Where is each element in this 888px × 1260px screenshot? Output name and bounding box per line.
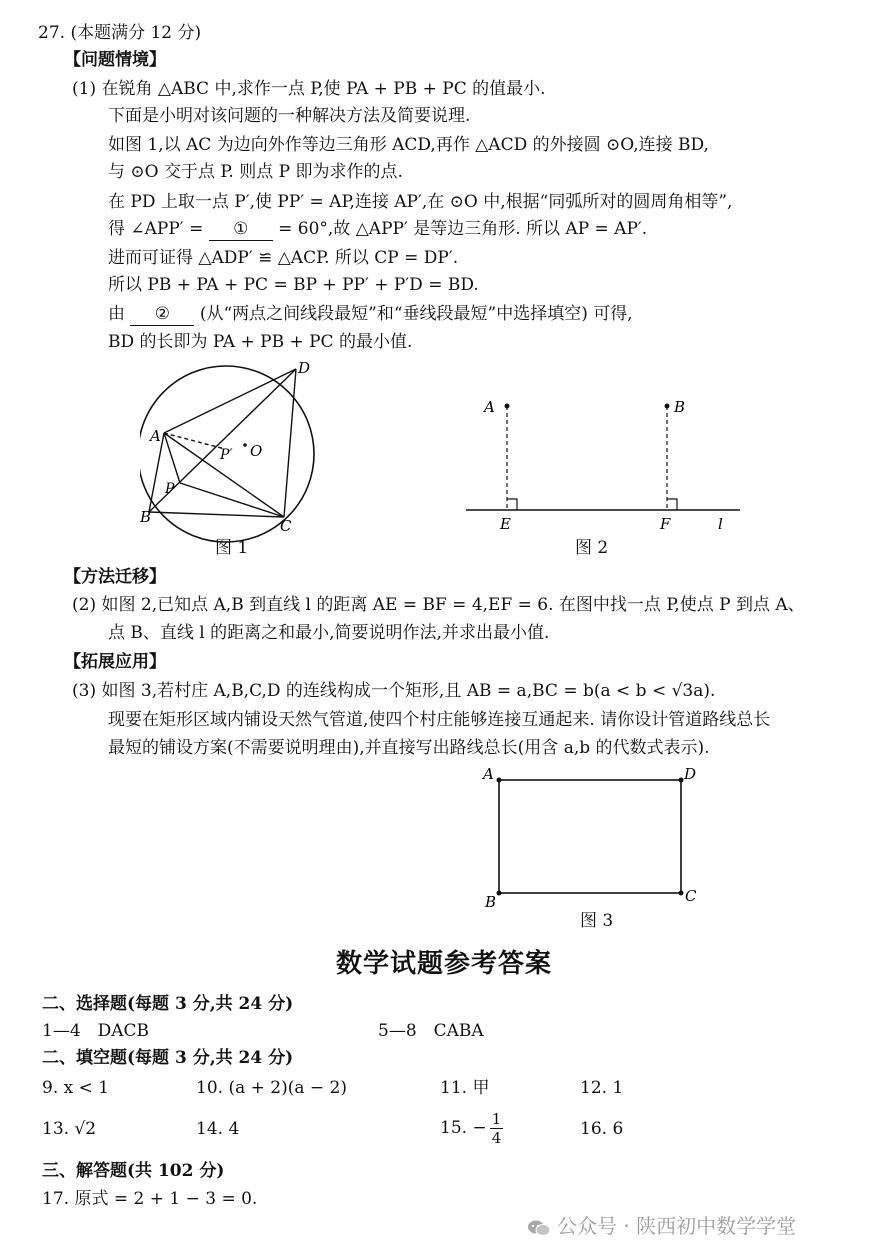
center-point xyxy=(243,443,247,447)
label-a: A xyxy=(483,765,494,783)
text-line: 进而可证得 △ADP′ ≌ △ACP. 所以 CP = DP′. xyxy=(108,248,459,268)
text-line xyxy=(108,218,647,241)
question-header: 27. (本题满分 12 分) xyxy=(38,23,202,43)
label-b: B xyxy=(140,508,152,526)
answer-12: 12. 1 xyxy=(580,1078,624,1098)
section-heading-solution: 三、解答题(共 102 分) xyxy=(42,1161,225,1181)
segment-pc xyxy=(180,483,284,517)
figure-2-caption: 图 2 xyxy=(575,538,609,558)
text-line: 在 PD 上取一点 P′,使 PP′ = AP,连接 AP′,在 ⊙O 中,根据“同弧所对的圆周角相等”, xyxy=(108,192,733,212)
segment-cd xyxy=(284,369,296,517)
point-b xyxy=(665,404,670,409)
section-heading-choice: 二、选择题(每题 3 分,共 24 分) xyxy=(42,994,294,1014)
fraction-denominator: 4 xyxy=(491,1129,502,1147)
rectangle-abcd xyxy=(499,780,681,893)
segment-ap xyxy=(164,433,180,483)
label-d: D xyxy=(684,765,697,783)
right-angle-e xyxy=(507,499,517,510)
text-fragment: 得 ∠APP′ = xyxy=(108,219,204,239)
answer-14: 14. 4 xyxy=(196,1119,240,1139)
section-heading-problem: 【问题情境】 xyxy=(64,50,166,70)
watermark xyxy=(527,1210,796,1239)
answer-key-title: 数学试题参考答案 xyxy=(335,949,552,979)
figure-3 xyxy=(478,762,708,912)
label-o: O xyxy=(250,442,263,460)
point-c xyxy=(679,891,684,896)
figure-1 xyxy=(140,355,350,555)
answer-16: 16. 6 xyxy=(580,1119,624,1139)
figure-1-caption: 图 1 xyxy=(215,538,249,558)
label-a: A xyxy=(150,427,161,445)
answer-blank-2: ② xyxy=(130,303,194,326)
fraction-numerator: 1 xyxy=(491,1110,502,1128)
figure-3-caption: 图 3 xyxy=(580,911,614,931)
text-line: 与 ⊙O 交于点 P. 则点 P 即为求作的点. xyxy=(108,162,403,182)
answer-9: 9. x < 1 xyxy=(42,1078,110,1098)
label-l: l xyxy=(718,515,723,533)
figure-2 xyxy=(460,385,750,535)
text-line: 现要在矩形区域内铺设天然气管道,使四个村庄能够连接互通起来. 请你设计管道路线总长 xyxy=(108,710,771,730)
answer-10: 10. (a + 2)(a − 2) xyxy=(196,1078,347,1098)
wechat-icon xyxy=(527,1219,551,1237)
point-a xyxy=(497,778,502,783)
point-d xyxy=(679,778,684,783)
text-line: 如图 1,以 AC 为边向外作等边三角形 ACD,再作 △ACD 的外接圆 ⊙O,连接 BD, xyxy=(108,135,709,155)
section-heading-method: 【方法迁移】 xyxy=(64,567,166,587)
text-line: 点 B、直线 l 的距离之和最小,简要说明作法,并求出最小值. xyxy=(108,623,550,643)
text-line: (3) 如图 3,若村庄 A,B,C,D 的连线构成一个矩形,且 AB = a,BC = b(a < b < √3a). xyxy=(72,681,716,701)
text-fragment: = 60°,故 △APP′ 是等边三角形. 所以 AP = AP′. xyxy=(278,219,648,239)
label-c: C xyxy=(685,887,697,905)
answer-blank-1: ① xyxy=(209,218,273,241)
text-line: 所以 PB + PA + PC = BP + PP′ + P′D = BD. xyxy=(108,275,479,295)
label-b: B xyxy=(485,893,497,911)
label-b: B xyxy=(674,398,686,416)
text-line xyxy=(108,303,633,326)
label-d: D xyxy=(298,359,311,377)
watermark-text: 公众号 · 陕西初中数学学堂 xyxy=(557,1214,797,1238)
right-angle-f xyxy=(667,499,677,510)
label-c: C xyxy=(280,517,292,535)
text-line: 下面是小明对该问题的一种解决方法及简要说理. xyxy=(108,106,471,126)
segment-ac xyxy=(164,433,284,517)
text-fragment: (从“两点之间线段最短”和“垂线段最短”中选择填空) 可得, xyxy=(199,304,633,324)
label-f: F xyxy=(660,515,671,533)
label-p: P xyxy=(165,481,175,497)
text-fragment: 由 xyxy=(108,304,125,324)
segment-bc xyxy=(149,512,284,517)
point-b xyxy=(497,891,502,896)
section-heading-extension: 【拓展应用】 xyxy=(64,652,166,672)
text-line: (2) 如图 2,已知点 A,B 到直线 l 的距离 AE = BF = 4,EF = 6. 在图中找一点 P,使点 P 到点 A、 xyxy=(72,595,805,615)
answer-15 xyxy=(440,1108,503,1148)
point-a xyxy=(505,404,510,409)
answer-15-prefix: 15. − xyxy=(440,1118,487,1138)
answer-11: 11. 甲 xyxy=(440,1078,490,1098)
label-a: A xyxy=(484,398,495,416)
answer-choice-5-8: 5—8 CABA xyxy=(378,1021,484,1041)
section-heading-fill: 二、填空题(每题 3 分,共 24 分) xyxy=(42,1048,294,1068)
label-e: E xyxy=(500,515,511,533)
label-p-prime: P′ xyxy=(220,447,233,463)
answer-17: 17. 原式 = 2 + 1 − 3 = 0. xyxy=(42,1189,258,1209)
text-line: 最短的铺设方案(不需要说明理由),并直接写出路线总长(用含 a,b 的代数式表示). xyxy=(108,738,710,758)
fraction xyxy=(490,1110,504,1147)
answer-choice-1-4: 1—4 DACB xyxy=(42,1021,150,1041)
text-line: BD 的长即为 PA + PB + PC 的最小值. xyxy=(108,332,413,352)
answer-13: 13. √2 xyxy=(42,1119,97,1139)
segment-ad xyxy=(164,369,296,433)
text-line: (1) 在锐角 △ABC 中,求作一点 P,使 PA + PB + PC 的值最小. xyxy=(72,79,546,99)
